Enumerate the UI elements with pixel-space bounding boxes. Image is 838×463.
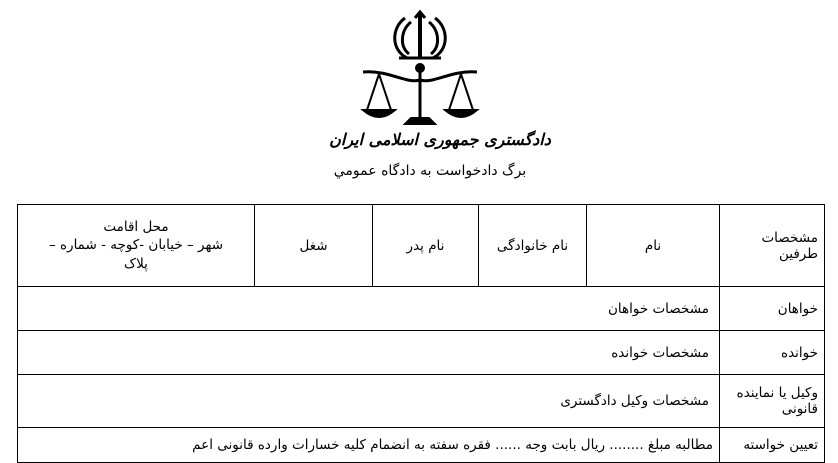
iran-emblem-icon xyxy=(395,12,446,58)
institution-title: دادگستری جمهوری اسلامی ایران xyxy=(329,130,551,149)
family-name-header: نام خانوادگی xyxy=(479,205,587,287)
lawyer-label: وکیل یا نمایندە قانونی xyxy=(720,375,825,428)
scales-of-justice-icon xyxy=(363,64,477,124)
request-label: تعیین خواسته xyxy=(720,428,825,463)
father-name-header: نام پدر xyxy=(373,205,479,287)
form-title: برگ دادخواست به دادگاه عمومي xyxy=(333,163,527,179)
table-row-request xyxy=(18,428,825,463)
petition-form-table xyxy=(17,204,825,463)
defendant-details[interactable]: مشخصات خوانده xyxy=(18,331,720,375)
residence-line-1: محل اقامت xyxy=(103,219,169,236)
table-row-plaintiff xyxy=(18,287,825,331)
table-row-lawyer xyxy=(18,375,825,428)
lawyer-details[interactable]: مشخصات وکیل دادگستری xyxy=(18,375,720,428)
name-header: نام xyxy=(587,205,720,287)
plaintiff-details[interactable]: مشخصات خواهان xyxy=(18,287,720,331)
request-details[interactable]: مطالبه مبلغ ........ ریال بابت وجه ...... فقره سفته به انضمام کلیه خسارات وارده قانونی اعم xyxy=(18,428,720,463)
residence-line-2: شهر – خیابان -کوچه - شماره – xyxy=(48,237,224,254)
parties-label: مشخصات طرفین xyxy=(720,205,825,287)
table-header-row xyxy=(18,205,825,287)
residence-line-3: پلاک xyxy=(124,255,148,272)
plaintiff-label: خواهان xyxy=(720,287,825,331)
defendant-label: خوانده xyxy=(720,331,825,375)
emblem-icon xyxy=(355,8,485,133)
table-row-defendant xyxy=(18,331,825,375)
residence-header xyxy=(18,205,255,287)
occupation-header: شغل xyxy=(255,205,373,287)
